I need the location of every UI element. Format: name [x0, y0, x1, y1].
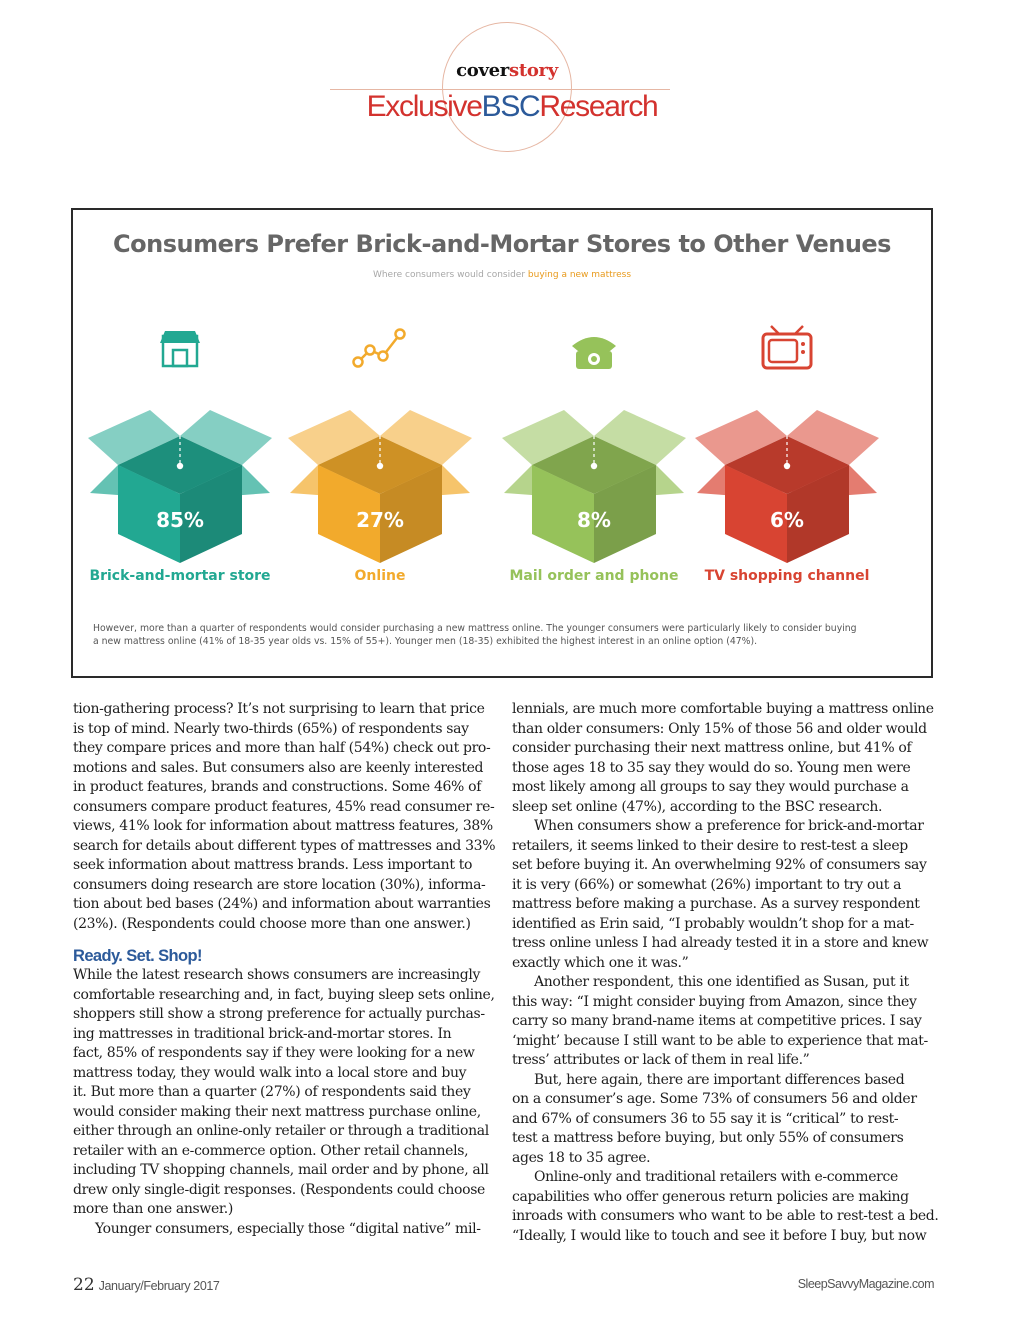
line-graph-node-icon — [396, 330, 405, 339]
text-line: and 67% of consumers 36 to 55 say it is “critical” to rest- — [512, 1110, 899, 1127]
store-door-icon — [173, 350, 187, 366]
infographic-note — [93, 622, 913, 648]
paragraph — [73, 700, 496, 934]
line-graph-node-icon — [354, 358, 363, 367]
text-line: shoppers still show a strong preference for actually purchas- — [73, 1006, 485, 1022]
text-line: would consider making their next mattress purchase online, — [73, 1103, 481, 1120]
text-line: carry so many brand-name items at competitive prices. I say — [512, 1013, 922, 1029]
text-line: including TV shopping channels, mail order and by phone, all — [73, 1162, 489, 1178]
text-line: Younger consumers, especially those “digital native” mil- — [95, 1220, 481, 1237]
infographic-title: Consumers Prefer Brick-and-Mortar Stores to Other Venues — [113, 230, 891, 258]
text-line: it is very (66%) or somewhat (26%) important to try out a — [512, 876, 902, 893]
venue-percent-brick-and-mortar: 85% — [156, 508, 204, 532]
venue-percent-online: 27% — [356, 508, 404, 532]
kicker-cover: cover — [456, 60, 509, 81]
line-graph-node-icon — [366, 346, 375, 355]
header-ornament-circle — [442, 22, 572, 152]
section-headline — [300, 90, 724, 124]
text-line: set before buying it. An overwhelming 92% of consumers say — [512, 857, 927, 873]
text-line: ing mattresses in traditional brick-and-mortar stores. In — [73, 1025, 452, 1042]
icon-string-dot-brick-and-mortar — [177, 463, 183, 469]
infographic — [71, 208, 933, 678]
store-awning-icon — [160, 331, 200, 343]
text-line: ‘might’ because I still want to be able to experience that mat- — [512, 1032, 928, 1049]
text-line: inroads with consumers who want to be able to rest-test a bed. — [512, 1208, 939, 1224]
text-line: tion-gathering process? It’s not surprising to learn that price — [73, 701, 485, 717]
paragraph — [512, 817, 936, 973]
text-line: exactly which one it was.” — [512, 954, 689, 971]
text-line: they compare prices and more than half (54%) check out pro- — [73, 740, 491, 756]
text-line: retailer with an e-commerce option. Other retail channels, — [73, 1142, 469, 1159]
infographic-note-line: a new mattress online (41% of 18-35 year olds vs. 15% of 55+). Younger men (18-35) exhibited the highest interest in an online option (47%). — [93, 636, 758, 647]
text-line: tress online unless I had already tested it in a store and knew — [512, 935, 929, 951]
television-knob-icon — [801, 342, 805, 346]
paragraph — [73, 966, 493, 1220]
text-line: those ages 18 to 35 say they would do so. Young men were — [512, 759, 911, 776]
line-graph-node-icon — [379, 352, 388, 361]
section-kicker — [440, 60, 574, 81]
text-line: While the latest research shows consumers are increasingly — [73, 967, 481, 983]
text-line: it. But more than a quarter (27%) of respondents said they — [73, 1084, 471, 1100]
venue-label-tv-shopping: TV shopping channel — [704, 568, 870, 584]
footer-folio — [73, 1275, 219, 1295]
text-line: is top of mind. Nearly two-thirds (65%) of respondents say — [73, 720, 469, 737]
venue-label-online: Online — [354, 568, 406, 584]
text-line: seek information about mattress brands. Less important to — [73, 857, 473, 873]
paragraph — [512, 973, 936, 1071]
headline-bsc: BSC — [481, 90, 540, 123]
television-knob-icon — [801, 350, 805, 354]
text-line: drew only single-digit responses. (Respondents could choose — [73, 1181, 485, 1198]
text-line: tress’ attributes or lack of them in real life.” — [512, 1052, 810, 1068]
text-line: But, here again, there are important differences based — [534, 1071, 905, 1088]
text-line: views, 41% look for information about mattress features, 38% — [73, 818, 493, 834]
subheading: Ready. Set. Shop! — [73, 947, 202, 965]
text-line: sleep set online (47%), according to the BSC research. — [512, 798, 883, 815]
text-line: identified as Erin said, “I probably wouldn’t shop for a mat- — [512, 915, 914, 932]
telephone-icon — [572, 337, 616, 351]
venue-percent-mail-order: 8% — [577, 508, 611, 532]
text-line: search for details about different types of mattresses and 33% — [73, 837, 496, 854]
text-line: consider purchasing their next mattress online, but 41% of — [512, 740, 912, 756]
icon-string-dot-tv-shopping — [784, 463, 790, 469]
subtitle-highlight: buying a new mattress — [527, 270, 632, 280]
text-line: test a mattress before buying, but only 55% of consumers — [512, 1130, 904, 1146]
venue-percent-tv-shopping: 6% — [770, 508, 804, 532]
icon-string-dot-mail-order — [591, 463, 597, 469]
paragraph — [512, 1071, 936, 1169]
kicker-story: story — [508, 60, 558, 81]
paragraph — [73, 1220, 493, 1240]
text-line: ages 18 to 35 agree. — [512, 1149, 651, 1166]
text-line: capabilities who offer generous return policies are making — [512, 1188, 909, 1205]
article-column-left — [73, 700, 496, 1239]
text-line: than older consumers: Only 15% of those 56 and older would — [512, 720, 927, 737]
paragraph — [512, 700, 936, 817]
text-line: retailers, it seems linked to their desire to rest-test a sleep — [512, 837, 908, 854]
issue-date: January/February 2017 — [98, 1279, 220, 1293]
venue-label-mail-order: Mail order and phone — [509, 568, 679, 584]
page-number: 22 — [73, 1275, 95, 1295]
text-line: more than one answer.) — [73, 1201, 233, 1217]
text-line: most likely among all groups to say they would purchase a — [512, 779, 909, 795]
text-line: motions and sales. But consumers also are keenly interested — [73, 759, 484, 776]
text-line: on a consumer’s age. Some 73% of consumers 56 and older — [512, 1091, 917, 1107]
text-line: comfortable researching and, in fact, buying sleep sets online, — [73, 986, 495, 1003]
text-line: mattress before making a purchase. As a survey respondent — [512, 896, 920, 912]
text-line: fact, 85% of respondents say if they were looking for a new — [73, 1045, 475, 1061]
television-screen-icon — [769, 340, 797, 362]
paragraph — [512, 1168, 939, 1246]
text-line: When consumers show a preference for brick-and-mortar — [534, 818, 924, 834]
article-column-right — [512, 700, 939, 1246]
text-line: “Ideally, I would like to touch and see it before I buy, but now — [512, 1227, 927, 1244]
venue-boxes-graphic — [73, 210, 931, 620]
text-line: Another respondent, this one identified as Susan, put it — [534, 974, 909, 990]
telephone-dial-center-icon — [591, 356, 597, 362]
infographic-note-line: However, more than a quarter of respondents would consider purchasing a new mattress online. The younger consumers were particularly likely to consider buying — [93, 623, 857, 634]
headline-exclusive: Exclusive — [366, 90, 482, 123]
icon-string-dot-online — [377, 463, 383, 469]
headline-research: Research — [539, 90, 658, 123]
text-line: this way: “I might consider buying from Amazon, since they — [512, 993, 917, 1010]
text-line: either through an online-only retailer or through a traditional — [73, 1123, 489, 1139]
text-line: tion about bed bases (24%) and information about warranties — [73, 896, 491, 912]
text-line: consumers doing research are store location (30%), informa- — [73, 876, 486, 893]
venue-label-brick-and-mortar: Brick-and-mortar store — [89, 568, 271, 584]
text-line: mattress today, they would walk into a local store and buy — [73, 1064, 467, 1081]
text-line: lennials, are much more comfortable buying a mattress online — [512, 701, 934, 717]
subtitle-text: Where consumers would consider — [372, 270, 526, 280]
text-line: consumers compare product features, 45% read consumer re- — [73, 798, 495, 815]
text-line: (23%). (Respondents could choose more than one answer.) — [73, 915, 471, 932]
footer-website: SleepSavvyMagazine.com — [797, 1277, 934, 1291]
text-line: in product features, brands and constructions. Some 46% of — [73, 779, 482, 795]
text-line: Online-only and traditional retailers with e-commerce — [534, 1169, 898, 1185]
